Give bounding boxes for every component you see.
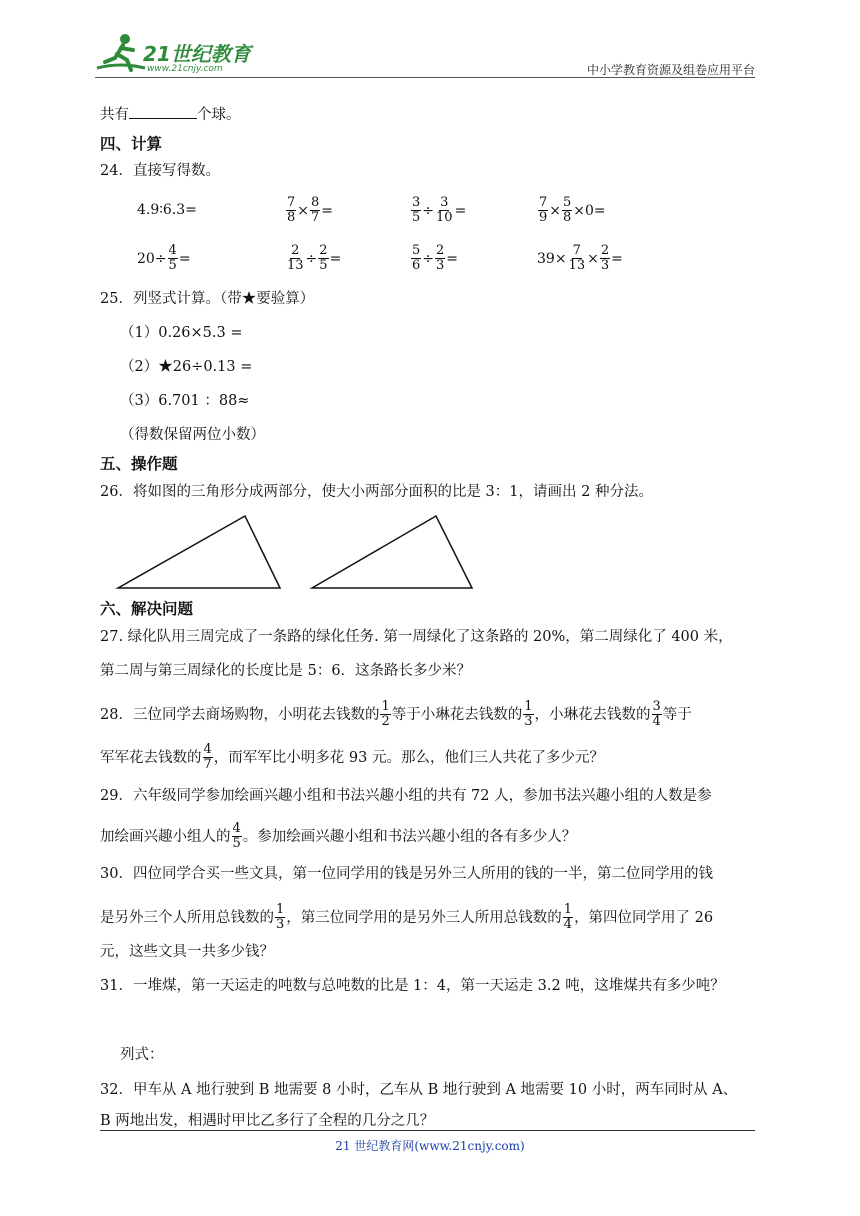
calc-frac-multiply-1: $\frac{7}{8}$ × $\frac{8}{7}$ = [287,195,334,225]
question-30-line-2: 是另外三个人所用总钱数的 $\frac{1}{3}$ ，第三位同学用的是另外三人所用总钱数的 $\frac{1}{4}$ ，第四位同学用了 26 [100,902,714,932]
section-heading-calculation: 四、计算 [100,135,163,153]
q25-item-1: （1）0.26×5.3 = [120,325,243,341]
footer-divider [100,1130,755,1131]
question-32-line-2: B 两地出发，相遇时甲比乙多行了全程的几分之几？ [100,1113,435,1129]
question-31-text: 31．一堆煤，第一天运走的吨数与总吨数的比是 1：4，第一天运走 3.2 吨，这堆煤共有多少吨？ [100,978,725,994]
calc-frac-divide-3: $\frac{5}{6}$ ÷ $\frac{2}{3}$ = [412,243,459,273]
q25-item-3: （3）6.701 ：88≈ [120,393,250,409]
runner-logo-icon [95,32,147,76]
question-30-line-3: 元，这些文具一共多少钱？ [100,944,274,960]
q28-frac-four-sevenths: $\frac{4}{7}$ [203,742,212,772]
question-24-text: 24．直接写得数。 [100,163,220,179]
calc-frac-divide-1: $\frac{3}{5}$ ÷ $\frac{3}{10}$ = [412,195,467,225]
q29-frac-four-fifths: $\frac{4}{5}$ [232,821,241,851]
question-29-line-1: 29．六年级同学参加绘画兴趣小组和书法兴趣小组的共有 72 人，参加书法兴趣小组的人数是参 [100,788,712,804]
calc-frac-times-zero: $\frac{7}{9}$ × $\frac{5}{8}$ ×0= [539,195,606,225]
intro-suffix: 个球。 [197,107,241,123]
q28-frac-third: $\frac{1}{3}$ [524,699,533,729]
q28-frac-three-quarters: $\frac{3}{4}$ [652,699,661,729]
triangle-2[interactable] [312,516,472,588]
calc-frac-divide-2: $\frac{2}{13}$ ÷ $\frac{2}{5}$ = [287,243,342,273]
question-32-line-1: 32．甲车从 A 地行驶到 B 地需要 8 小时，乙车从 B 地行驶到 A 地需要 10 小时，两车同时从 A、 [100,1082,738,1098]
q25-item-2: （2）★26÷0.13 = [120,359,253,375]
footer-link[interactable]: 21 世纪教育网(www.21cnjy.com) [335,1139,525,1153]
q28-frac-half: $\frac{1}{2}$ [381,699,390,729]
question-27-line-1: 27. 绿化队用三周完成了一条路的绿化任务. 第一周绿化了这条路的 20%，第二周绿化了 400 米， [100,629,733,645]
logo-main-text: 21世纪教育 [143,42,251,66]
q30-frac-quarter: $\frac{1}{4}$ [563,902,573,932]
question-28-line-1: 28．三位同学去商场购物，小明花去钱数的 $\frac{1}{2}$ 等于小琳花去钱数的 $\frac{1}{3}$ ，小琳花去钱数的 $\frac{3}{4}$ 等于 [100,699,692,729]
intro-prefix: 共有 [100,107,129,123]
section-heading-operation: 五、操作题 [100,455,178,473]
answer-blank[interactable] [129,104,197,119]
question-28-line-2: 军军花去钱数的 $\frac{4}{7}$ ，而军军比小明多花 93 元。那么，他们三人共花了多少元？ [100,742,604,772]
question-30-line-1: 30．四位同学合买一些文具，第一位同学用的钱是另外三人所用的钱的一半，第二位同学用的钱 [100,866,713,882]
triangle-1[interactable] [118,516,280,588]
question-29-line-2: 加绘画兴趣小组人的 $\frac{4}{5}$ 。参加绘画兴趣小组和书法兴趣小组的各有多少人？ [100,821,577,851]
logo-sub-text: www.21cnjy.com [147,64,223,74]
header-platform-text: 中小学教育资源及组卷应用平台 [586,63,755,77]
q25-note: （得数保留两位小数） [120,427,265,443]
site-logo [95,32,265,78]
question-27-line-2: 第二周与第三周绿化的长度比是 5：6．这条路长多少米？ [100,663,472,679]
calc-int-times-fracs: 39× $\frac{7}{13}$ × $\frac{2}{3}$ = [537,243,623,273]
calc-int-divide-frac: 20÷ $\frac{4}{5}$ = [137,243,191,273]
section-heading-problems: 六、解决问题 [100,600,194,618]
question-26-text: 26．将如图的三角形分成两部分，使大小两部分面积的比是 3：1，请画出 2 种分法。 [100,484,653,500]
header-divider [95,77,755,78]
intro-line [100,104,241,125]
calc-ratio: 4.9∶6.3= [137,202,197,218]
triangles-figure [110,510,490,594]
q31-answer-label: 列式： [120,1047,164,1063]
question-25-text: 25．列竖式计算。（带★要验算） [100,291,315,307]
q30-frac-third: $\frac{1}{3}$ [276,902,285,932]
